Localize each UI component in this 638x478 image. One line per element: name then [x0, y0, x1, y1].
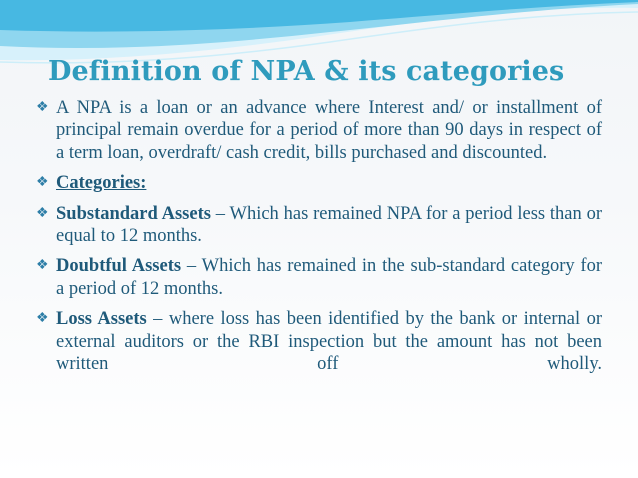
slide-title: Definition of NPA & its categories — [48, 56, 565, 87]
substandard-text: – Which has remained NPA for a period less than or equal to 12 months. — [56, 203, 602, 247]
diamond-bullet-icon: ❖ — [36, 175, 49, 191]
diamond-bullet-icon: ❖ — [36, 205, 49, 221]
diamond-bullet-icon: ❖ — [36, 258, 49, 274]
doubtful-text: – Which has remained in the sub-standard category for a period of 12 months. — [56, 256, 602, 299]
diamond-bullet-icon: ❖ — [36, 100, 49, 115]
loss-heading: Loss Assets — [56, 309, 147, 330]
loss-text: – where loss has been identified by the bank or internal or external auditors or the RBI inspection but the amount has not been written off wholly. — [56, 309, 602, 375]
bullet-categories — [36, 172, 602, 194]
bullet-definition — [36, 97, 602, 164]
categories-heading: Categories: — [56, 173, 147, 194]
diamond-bullet-icon: ❖ — [36, 311, 49, 327]
bullet-list — [36, 97, 602, 383]
bullet-substandard-assets — [36, 203, 602, 248]
bullet-loss-assets — [36, 308, 602, 375]
substandard-heading: Substandard Assets — [56, 203, 211, 224]
doubtful-heading: Doubtful Assets — [56, 256, 182, 277]
bullet-doubtful-assets — [36, 255, 602, 300]
definition-text: A NPA is a loan or an advance where Interest and/ or installment of principal remain overdue for a period of more than 90 days in respect of a term loan, overdraft/ cash credit, bills purchased and discounted. — [56, 98, 602, 163]
